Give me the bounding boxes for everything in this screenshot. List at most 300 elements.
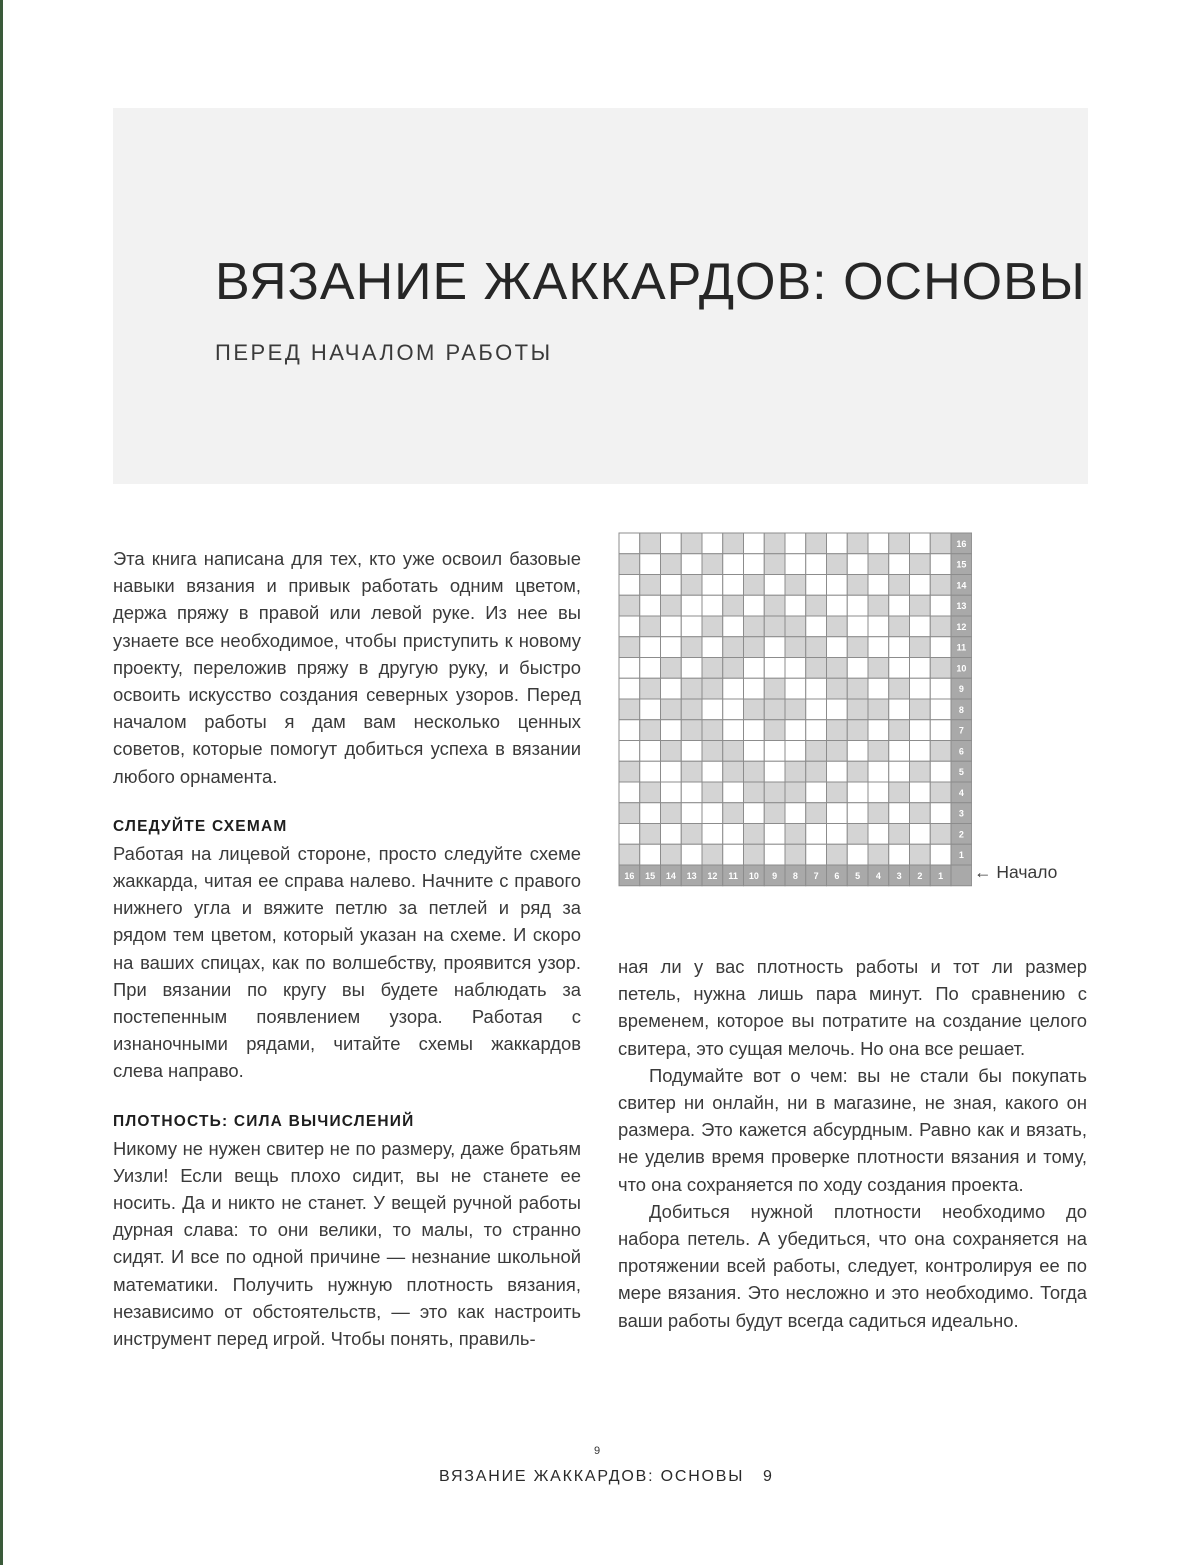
- row-number-label: 11: [956, 642, 967, 653]
- column-number-label: 15: [645, 870, 656, 881]
- chart-cell: [640, 782, 661, 803]
- chart-cell: [619, 595, 640, 616]
- chart-cell: [640, 720, 661, 741]
- column-number-label: 16: [624, 870, 635, 881]
- chart-cell: [806, 678, 827, 699]
- chart-cell: [827, 720, 848, 741]
- chart-cell: [806, 824, 827, 845]
- chart-cell: [930, 678, 951, 699]
- chart-cell: [847, 844, 868, 865]
- chart-cell: [723, 637, 744, 658]
- chart-cell: [764, 782, 785, 803]
- chart-cell: [806, 720, 827, 741]
- chart-cell: [661, 554, 682, 575]
- chart-cell: [764, 554, 785, 575]
- chart-cell: [661, 575, 682, 596]
- chart-cell: [910, 699, 931, 720]
- chart-cell: [785, 761, 806, 782]
- chart-cell: [702, 844, 723, 865]
- chart-cell: [827, 803, 848, 824]
- chart-cell: [619, 803, 640, 824]
- chart-cell: [619, 637, 640, 658]
- chart-cell: [640, 616, 661, 637]
- gauge-paragraph: Никому не нужен свитер не по размеру, даже братьям Уизли! Если вещь плохо сидит, вы не станете ее носить. Да и никто не станет. У вещей ручной работы дурная слава: то они велики, то малы, то странно сидят. И все по одной причине — незнание школьной математики. Получить нужную плотность вязания, независимо от обстоятельств, — это как настроить инструмент перед игрой. Чтобы понять, правиль-: [113, 1137, 581, 1350]
- chart-cell: [702, 720, 723, 741]
- chart-cell: [930, 824, 951, 845]
- chart-cell: [744, 533, 765, 554]
- chart-cell: [702, 616, 723, 637]
- left-column: [113, 545, 581, 1352]
- row-number-label: 7: [958, 725, 964, 736]
- chart-cell: [661, 720, 682, 741]
- chart-cell: [910, 803, 931, 824]
- chart-cell: [661, 824, 682, 845]
- chart-cell: [619, 575, 640, 596]
- chart-cell: [764, 844, 785, 865]
- chart-cell: [681, 844, 702, 865]
- chart-cell: [930, 844, 951, 865]
- chart-cell: [827, 554, 848, 575]
- row-number-label: 8: [958, 704, 964, 715]
- chart-cell: [681, 782, 702, 803]
- chart-cell: [640, 761, 661, 782]
- chart-cell: [827, 637, 848, 658]
- chart-cell: [785, 803, 806, 824]
- chart-cell: [764, 616, 785, 637]
- row-number-label: 14: [956, 580, 967, 591]
- chart-cell: [744, 678, 765, 699]
- chart-cell: [930, 554, 951, 575]
- chart-cell: [640, 533, 661, 554]
- chart-cell: [827, 741, 848, 762]
- chart-cell: [764, 824, 785, 845]
- chart-cell: [661, 658, 682, 679]
- chart-cell: [827, 699, 848, 720]
- chart-cell: [910, 616, 931, 637]
- chart-cell: [661, 741, 682, 762]
- chart-cell: [889, 575, 910, 596]
- chart-cell: [723, 803, 744, 824]
- chart-cell: [889, 824, 910, 845]
- chart-cell: [702, 699, 723, 720]
- chart-cell: [681, 658, 702, 679]
- chart-cell: [640, 741, 661, 762]
- chart-cell: [744, 720, 765, 741]
- row-number-label: 4: [958, 787, 964, 798]
- chart-cell: [889, 803, 910, 824]
- chart-cell: [681, 741, 702, 762]
- chart-cell: [661, 782, 682, 803]
- chart-cell: [702, 575, 723, 596]
- chart-cell: [640, 637, 661, 658]
- chart-cell: [868, 533, 889, 554]
- chart-cell: [847, 678, 868, 699]
- chart-cell: [827, 844, 848, 865]
- chart-cell: [681, 678, 702, 699]
- purchase-paragraph: Подумайте вот о чем: вы не стали бы покупать свитер ни онлайн, ни в магазине, не зная, какого он размера. Это кажется абсурдным. Равно как и вязать, не уделив время проверке плотности вязания и тому, что она сохраняется по ходу создания проекта.: [618, 1064, 1087, 1195]
- row-number-label: 16: [956, 538, 967, 549]
- chart-cell: [619, 658, 640, 679]
- chart-cell: [889, 741, 910, 762]
- row-number-label: 6: [958, 746, 964, 757]
- row-number-label: 10: [956, 663, 967, 674]
- chart-cell: [681, 575, 702, 596]
- chart-cell: [681, 637, 702, 658]
- chart-cell: [702, 658, 723, 679]
- chart-cell: [827, 658, 848, 679]
- chart-cell: [889, 720, 910, 741]
- chart-cell: [619, 824, 640, 845]
- chart-cell: [847, 782, 868, 803]
- chart-cell: [910, 637, 931, 658]
- chart-cell: [764, 761, 785, 782]
- column-number-label: 14: [665, 870, 676, 881]
- chart-cell: [910, 595, 931, 616]
- chart-cell: [910, 782, 931, 803]
- chart-cell: [661, 616, 682, 637]
- chart-cell: [744, 595, 765, 616]
- chart-cell: [930, 575, 951, 596]
- chart-cell: [785, 741, 806, 762]
- chart-cell: [723, 720, 744, 741]
- chart-cell: [764, 741, 785, 762]
- chart-cell: [868, 741, 889, 762]
- chart-cell: [723, 575, 744, 596]
- intro-paragraph: Эта книга написана для тех, кто уже освоил базовые навыки вязания и привык работать одним цветом, держа пряжу в правой или левой руке. Из нее вы узнаете все необходимое, чтобы приступить к новому проекту, переложив пряжу в другую руку, и быстро освоить искусство создания северных узоров. Перед началом работы я дам вам несколько ценных советов, которые помогут добиться успеха в вязании любого орнамента.: [113, 548, 581, 787]
- jacquard-chart: [618, 532, 972, 887]
- chart-cell: [847, 741, 868, 762]
- chart-cell: [619, 761, 640, 782]
- chart-cell: [806, 533, 827, 554]
- chart-start-label: [974, 862, 1057, 883]
- column-number-label: 6: [834, 870, 840, 881]
- chart-cell: [681, 761, 702, 782]
- chart-cell: [681, 533, 702, 554]
- chart-cell: [847, 699, 868, 720]
- chart-cell: [847, 720, 868, 741]
- arrow-left-icon: ←: [974, 862, 992, 882]
- chart-cell: [723, 678, 744, 699]
- chart-cell: [744, 803, 765, 824]
- chart-cell: [889, 844, 910, 865]
- chart-cell: [702, 782, 723, 803]
- chart-cell: [847, 637, 868, 658]
- running-page-number: 9: [763, 1468, 774, 1485]
- chart-cell: [889, 554, 910, 575]
- chart-cell: [619, 678, 640, 699]
- chart-cell: [702, 595, 723, 616]
- chart-cell: [889, 637, 910, 658]
- chart-cell: [827, 595, 848, 616]
- chart-cell: [889, 658, 910, 679]
- column-number-label: 10: [748, 870, 759, 881]
- chart-cell: [723, 554, 744, 575]
- chart-cell: [702, 637, 723, 658]
- chart-cell: [785, 554, 806, 575]
- chart-cell: [806, 803, 827, 824]
- column-number-label: 1: [938, 870, 944, 881]
- chart-cell: [806, 575, 827, 596]
- chart-cell: [785, 699, 806, 720]
- chart-cell: [889, 616, 910, 637]
- column-number-label: 12: [707, 870, 718, 881]
- chart-cell: [910, 658, 931, 679]
- running-title: ВЯЗАНИЕ ЖАККАРДОВ: ОСНОВЫ: [439, 1468, 745, 1485]
- chart-cell: [785, 678, 806, 699]
- chart-cell: [702, 741, 723, 762]
- chart-cell: [889, 595, 910, 616]
- chapter-title: ВЯЗАНИЕ ЖАККАРДОВ: ОСНОВЫ: [215, 253, 1086, 311]
- chart-cell: [868, 575, 889, 596]
- chart-cell: [930, 761, 951, 782]
- chart-cell: [619, 844, 640, 865]
- chart-cell: [723, 533, 744, 554]
- chart-cell: [910, 554, 931, 575]
- chart-cell: [868, 595, 889, 616]
- chart-cell: [744, 554, 765, 575]
- chart-cell: [764, 533, 785, 554]
- chart-cell: [681, 699, 702, 720]
- continuation-paragraph: ная ли у вас плотность работы и тот ли размер петель, нужна лишь пара минут. По сравнению с временем, которое вы потратите на создание целого свитера, это сущая мелочь. Но она все решает.: [618, 956, 1087, 1059]
- chart-cell: [640, 678, 661, 699]
- column-number-label: 3: [896, 870, 902, 881]
- chart-cell: [806, 782, 827, 803]
- chart-cell: [744, 699, 765, 720]
- chart-cell: [889, 699, 910, 720]
- chart-cell: [785, 616, 806, 637]
- chart-cell: [619, 554, 640, 575]
- chart-cell: [806, 637, 827, 658]
- chart-cell: [785, 595, 806, 616]
- chart-cell: [930, 637, 951, 658]
- chart-cell: [806, 595, 827, 616]
- column-number-label: 4: [875, 870, 881, 881]
- chart-cell: [785, 533, 806, 554]
- chart-cell: [723, 658, 744, 679]
- chart-cell: [868, 761, 889, 782]
- chart-cell: [847, 658, 868, 679]
- chart-cell: [868, 824, 889, 845]
- chart-cell: [868, 844, 889, 865]
- chart-cell: [744, 575, 765, 596]
- page-edge: [0, 0, 3, 1565]
- chart-cell: [661, 678, 682, 699]
- chart-cell: [681, 595, 702, 616]
- chart-cell: [640, 595, 661, 616]
- row-number-label: 9: [958, 684, 964, 695]
- chart-cell: [868, 616, 889, 637]
- chart-cell: [930, 741, 951, 762]
- chart-cell: [847, 803, 868, 824]
- row-number-label: 12: [956, 621, 967, 632]
- chart-cell: [723, 616, 744, 637]
- chart-cell: [744, 824, 765, 845]
- chart-cell: [847, 533, 868, 554]
- chart-cell: [723, 824, 744, 845]
- chart-cell: [868, 658, 889, 679]
- chart-cell: [702, 761, 723, 782]
- chart-cell: [744, 658, 765, 679]
- chart-cell: [744, 616, 765, 637]
- chart-cell: [930, 699, 951, 720]
- chart-cell: [910, 761, 931, 782]
- chart-cell: [827, 678, 848, 699]
- chart-cell: [785, 844, 806, 865]
- chart-cell: [868, 637, 889, 658]
- chart-cell: [806, 554, 827, 575]
- chart-cell: [910, 720, 931, 741]
- running-footer: [439, 1468, 774, 1486]
- chart-cell: [827, 824, 848, 845]
- chart-cell: [619, 533, 640, 554]
- chart-cell: [640, 824, 661, 845]
- chart-cell: [847, 616, 868, 637]
- charts-paragraph: Работая на лицевой стороне, просто следуйте схеме жаккарда, читая ее справа налево. Начните с правого нижнего угла и вяжите петлю за петлей и ряд за рядом тем цветом, который указан на схеме. И скоро на ваших спицах, как по волшебству, проявится узор. При вязании по кругу вы будете наблюдать за постепенным появлением узора. Работая с изнаночными рядами, читайте схемы жаккардов слева направо.: [113, 842, 581, 1082]
- chart-cell: [764, 658, 785, 679]
- chart-cell: [723, 741, 744, 762]
- chart-cell: [847, 554, 868, 575]
- chart-cell: [868, 554, 889, 575]
- chart-cell: [785, 658, 806, 679]
- chart-cell: [764, 720, 785, 741]
- chart-cell: [640, 803, 661, 824]
- chart-cell: [910, 678, 931, 699]
- chart-cell: [619, 741, 640, 762]
- chart-cell: [868, 678, 889, 699]
- chart-cell: [723, 699, 744, 720]
- chart-cell: [744, 761, 765, 782]
- chart-cell: [764, 575, 785, 596]
- chart-cell: [702, 678, 723, 699]
- column-number-label: 7: [813, 870, 819, 881]
- gauge-control-paragraph: Добиться нужной плотности необходимо до набора петель. А убедиться, что она сохраняется на протяжении всей работы, следует, контролируя ее по мере вязания. Это несложно и это необходимо. Тогда ваши работы будут всегда садиться идеально.: [618, 1200, 1087, 1331]
- chart-cell: [868, 720, 889, 741]
- column-number-label: 5: [855, 870, 861, 881]
- section-heading-charts: СЛЕДУЙТЕ СХЕМАМ: [113, 817, 288, 835]
- row-number-label: 15: [956, 559, 967, 570]
- corner-cell: [951, 865, 972, 886]
- chart-cell: [889, 533, 910, 554]
- chart-cell: [889, 678, 910, 699]
- chart-cell: [910, 844, 931, 865]
- section-heading-gauge: ПЛОТНОСТЬ: СИЛА ВЫЧИСЛЕНИЙ: [113, 1112, 415, 1130]
- chart-cell: [910, 533, 931, 554]
- chart-cell: [785, 575, 806, 596]
- start-label-text: Начало: [996, 862, 1058, 882]
- chart-cell: [681, 616, 702, 637]
- chart-cell: [827, 782, 848, 803]
- chart-cell: [681, 824, 702, 845]
- chart-cell: [702, 554, 723, 575]
- chart-cell: [619, 782, 640, 803]
- chart-cell: [702, 824, 723, 845]
- chart-cell: [764, 637, 785, 658]
- row-number-label: 13: [956, 601, 967, 612]
- chart-cell: [619, 720, 640, 741]
- chart-cell: [868, 803, 889, 824]
- column-number-label: 8: [792, 870, 798, 881]
- chart-cell: [930, 533, 951, 554]
- chart-cell: [661, 761, 682, 782]
- chart-cell: [806, 761, 827, 782]
- chart-cell: [827, 761, 848, 782]
- chart-cell: [847, 595, 868, 616]
- jacquard-chart-svg: [618, 532, 972, 887]
- chart-cell: [640, 554, 661, 575]
- chart-cell: [764, 678, 785, 699]
- chart-cell: [806, 658, 827, 679]
- chart-cell: [640, 575, 661, 596]
- chart-cell: [930, 658, 951, 679]
- chart-cell: [640, 844, 661, 865]
- column-number-label: 13: [686, 870, 697, 881]
- chart-cell: [681, 554, 702, 575]
- chart-cell: [744, 844, 765, 865]
- chart-cell: [785, 720, 806, 741]
- chart-cell: [889, 761, 910, 782]
- chapter-subtitle: ПЕРЕД НАЧАЛОМ РАБОТЫ: [215, 340, 553, 365]
- chart-cell: [806, 616, 827, 637]
- chart-cell: [764, 803, 785, 824]
- column-number-label: 2: [917, 870, 923, 881]
- chart-cell: [744, 741, 765, 762]
- chart-cell: [723, 595, 744, 616]
- chart-cell: [661, 533, 682, 554]
- chart-cell: [930, 616, 951, 637]
- chart-cell: [661, 844, 682, 865]
- chart-cell: [910, 741, 931, 762]
- chart-cell: [764, 699, 785, 720]
- chart-cell: [868, 782, 889, 803]
- chart-cell: [785, 824, 806, 845]
- chart-cell: [640, 699, 661, 720]
- chart-cell: [910, 575, 931, 596]
- row-number-label: 5: [958, 767, 964, 778]
- chart-cell: [827, 575, 848, 596]
- chart-cell: [827, 533, 848, 554]
- row-number-label: 2: [958, 829, 964, 840]
- chart-cell: [889, 782, 910, 803]
- chart-cell: [661, 803, 682, 824]
- chart-cell: [702, 533, 723, 554]
- chart-cell: [744, 637, 765, 658]
- column-number-label: 11: [728, 870, 738, 881]
- chart-cell: [827, 616, 848, 637]
- chart-cell: [723, 761, 744, 782]
- column-number-label: 9: [772, 870, 778, 881]
- chart-cell: [619, 699, 640, 720]
- chart-cell: [723, 844, 744, 865]
- chart-cell: [681, 720, 702, 741]
- chart-cell: [744, 782, 765, 803]
- chart-cell: [640, 658, 661, 679]
- row-number-label: 1: [958, 850, 964, 861]
- chart-cell: [806, 741, 827, 762]
- chart-cell: [847, 761, 868, 782]
- chart-cell: [910, 824, 931, 845]
- chart-cell: [681, 803, 702, 824]
- chart-cell: [930, 803, 951, 824]
- chart-cell: [806, 844, 827, 865]
- right-column: [618, 953, 1087, 1334]
- chart-cell: [764, 595, 785, 616]
- chart-cell: [847, 575, 868, 596]
- chart-cell: [619, 616, 640, 637]
- chart-cell: [806, 699, 827, 720]
- chart-cell: [661, 595, 682, 616]
- chart-cell: [930, 782, 951, 803]
- chart-cell: [661, 637, 682, 658]
